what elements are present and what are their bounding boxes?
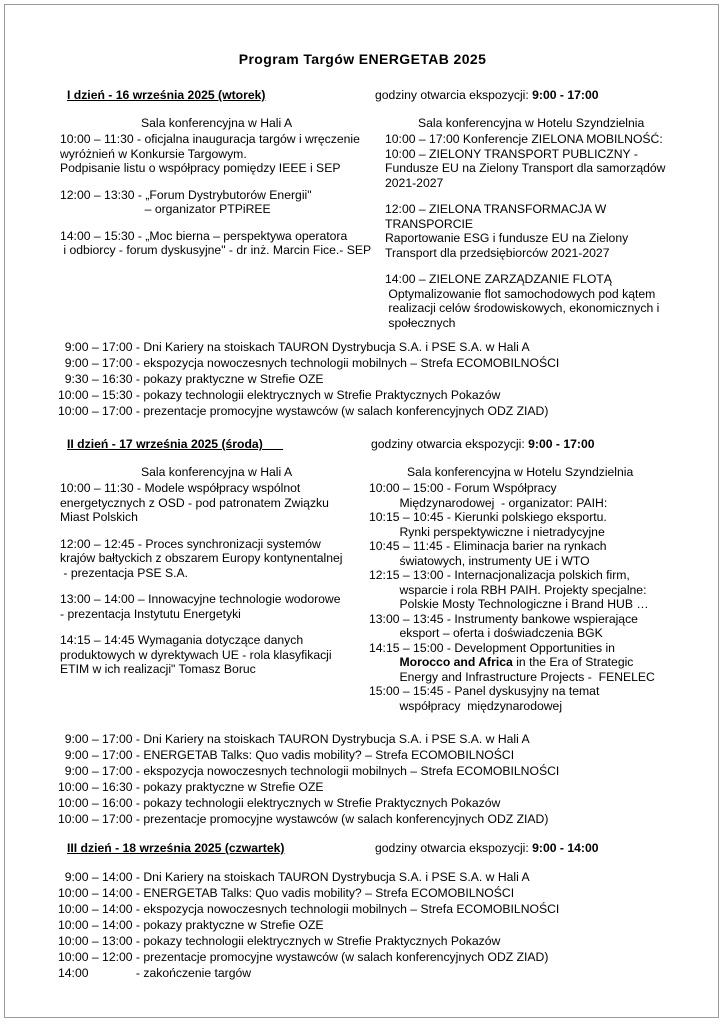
schedule-row: 9:00 – 17:00 - ENERGETAB Talks: Quo vadis mobility? – Strefa ECOMOBILNOŚCI — [58, 748, 515, 762]
session-line: 13:00 – 14:00 – Innowacyjne technologie wodorowe — [60, 592, 341, 606]
day2-left-hall-title: Sala konferencyjna w Hali A — [141, 465, 293, 479]
spacer — [60, 525, 342, 537]
session-line: Transport dla przedsiębiorców 2021-2027 — [385, 245, 610, 260]
session-line: 12:00 – ZIELONA TRANSFORMACJA W — [385, 202, 607, 216]
session-line: 14:15 – 14:45 Wymagania dotyczące danych — [60, 633, 304, 647]
day1-left-hall-title: Sala konferencyjna w Hali A — [141, 116, 293, 130]
schedule-row: 10:00 – 14:00 - pokazy praktyczne w Strefie OZE — [58, 918, 324, 932]
session-line: krajów bałtyckich z obszarem Europy kontynentalnej — [60, 551, 343, 565]
day3-opening-hours — [375, 841, 599, 855]
session-line: produktowych w dyrektywach UE - rola klasyfikacji — [60, 647, 332, 662]
day2-general-schedule — [58, 731, 559, 827]
schedule-row: 10:00 – 13:00 - pokazy technologii elektrycznych w Strefie Praktycznych Pokazów — [58, 934, 501, 948]
schedule-row: 9:00 – 17:00 - Dni Kariery na stoiskach TAURON Dystrybucja S.A. i PSE S.A. w Hali A — [58, 340, 530, 354]
day2-left-sessions — [60, 481, 342, 677]
session-line: Podpisanie listu o współpracy pomiędzy IEEE i SEP — [60, 161, 341, 175]
session-line: światowych, instrumenty UE i WTO — [369, 553, 590, 568]
session-line: społecznych — [385, 315, 456, 330]
session-line: 10:00 – 17:00 Konferencje ZIELONA MOBILNOŚĆ: — [385, 132, 663, 146]
day1-hours-value: 9:00 - 17:00 — [532, 88, 599, 102]
session-line: Międzynarodowej - organizator: PAIH: — [369, 495, 608, 510]
session-line: 12:15 – 13:00 - Internacjonalizacja polskich firm, — [369, 568, 630, 582]
day1-right-hall-title: Sala konferencyjna w Hotelu Szyndzielnia — [418, 116, 645, 130]
session-line: 14:15 – 15:00 - Development Opportunities in — [369, 640, 615, 655]
session-line: 15:00 – 15:45 - Panel dyskusyjny na temat — [369, 684, 600, 698]
session-line: wsparcie i rola RBH PAIH. Projekty specjalne: — [369, 582, 647, 597]
day3-heading: III dzień - 18 września 2025 (czwartek) — [67, 841, 285, 855]
schedule-row: 14:00 - zakończenie targów — [58, 966, 252, 980]
day2-heading: II dzień - 17 września 2025 (środa) — [67, 437, 284, 451]
session-line: 14:00 – ZIELONE ZARZĄDZANIE FLOTĄ — [385, 272, 612, 286]
session-line: 10:00 – ZIELONY TRANSPORT PUBLICZNY - — [385, 146, 638, 161]
session-line: TRANSPORCIE — [385, 216, 474, 231]
day1-hours-label: godziny otwarcia ekspozycji: — [375, 88, 533, 102]
session-line: wyróżnień w Konkursie Targowym. — [60, 146, 247, 161]
spacer — [385, 260, 665, 272]
session-line: – organizator PTPiREE — [60, 202, 271, 216]
day1-left-sessions — [60, 132, 371, 258]
session-line: 10:15 – 10:45 - Kierunki polskiego eksportu. — [369, 510, 607, 524]
day2-right-hall-title: Sala konferencyjna w Hotelu Szyndzielnia — [407, 465, 634, 479]
spacer — [60, 580, 342, 592]
session-line: - prezentacja Instytutu Energetyki — [60, 606, 241, 621]
program-page — [4, 4, 719, 1018]
spacer — [60, 621, 342, 633]
session-line: Optymalizowanie flot samochodowych pod kątem — [385, 286, 656, 301]
day1-heading: I dzień - 16 września 2025 (wtorek) — [67, 88, 266, 102]
session-line: Miast Polskich — [60, 510, 138, 524]
day1-opening-hours — [375, 88, 599, 102]
spacer — [60, 217, 371, 229]
session-line: 10:00 – 11:30 - Modele współpracy wspólnot — [60, 481, 301, 495]
session-line: 10:00 – 15:00 - Forum Współpracy — [369, 481, 557, 495]
day3-hours-label: godziny otwarcia ekspozycji: — [375, 841, 533, 855]
day2-right-sessions — [369, 481, 655, 713]
day2-hours-value: 9:00 - 17:00 — [528, 437, 595, 451]
schedule-row: 9:00 – 17:00 - ekspozycja nowoczesnych technologii mobilnych – Strefa ECOMOBILNOŚCI — [58, 764, 560, 778]
day3-hours-value: 9:00 - 14:00 — [532, 841, 599, 855]
session-line: współpracy międzynarodowej — [369, 698, 563, 713]
schedule-row: 10:00 – 17:00 - prezentacje promocyjne wystawców (w salach konferencyjnych ODZ ZIAD) — [58, 404, 549, 418]
schedule-row: 10:00 – 16:00 - pokazy technologii elektrycznych w Strefie Praktycznych Pokazów — [58, 796, 501, 810]
session-line: - prezentacja PSE S.A. — [60, 565, 189, 580]
session-line: ETIM w ich realizacji" Tomasz Boruc — [60, 662, 256, 676]
spacer — [385, 190, 665, 202]
session-line: 12:00 – 12:45 - Proces synchronizacji systemów — [60, 536, 321, 551]
spacer — [60, 176, 371, 188]
day2-opening-hours — [371, 437, 595, 451]
session-line: Energy and Infrastructure Projects - FENELEC — [369, 669, 655, 684]
session-line: 14:00 – 15:30 - „Moc bierna – perspektywa operatora — [60, 228, 348, 243]
session-line: eksport – oferta i doświadczenia BGK — [369, 626, 603, 640]
session-line: 10:00 – 11:30 - oficjalna inauguracja targów i wręczenie — [60, 132, 360, 146]
schedule-row: 9:30 – 16:30 - pokazy praktyczne w Strefie OZE — [58, 372, 324, 386]
session-line: 13:00 – 13:45 - Instrumenty bankowe wspierające — [369, 611, 638, 626]
day3-general-schedule — [58, 869, 559, 981]
session-line: 12:00 – 13:30 - „Forum Dystrybutorów Energii" — [60, 187, 312, 202]
session-line: Polskie Mosty Technologiczne i Brand HUB … — [369, 597, 649, 611]
session-line: 2021-2027 — [385, 175, 444, 190]
schedule-row: 10:00 – 16:30 - pokazy praktyczne w Strefie OZE — [58, 780, 324, 794]
schedule-row: 9:00 – 17:00 - Dni Kariery na stoiskach TAURON Dystrybucja S.A. i PSE S.A. w Hali A — [58, 732, 530, 746]
schedule-row: 9:00 – 14:00 - Dni Kariery na stoiskach TAURON Dystrybucja S.A. i PSE S.A. w Hali A — [58, 870, 530, 884]
session-line: Rynki perspektywiczne i nietradycyjne — [369, 524, 605, 539]
schedule-row: 10:00 – 15:30 - pokazy technologii elektrycznych w Strefie Praktycznych Pokazów — [58, 388, 501, 402]
schedule-row: 10:00 – 14:00 - ENERGETAB Talks: Quo vadis mobility? – Strefa ECOMOBILNOŚCI — [58, 886, 515, 900]
day1-right-sessions — [385, 132, 665, 330]
session-line: energetycznych z OSD - pod patronatem Związku — [60, 495, 329, 510]
session-line: 10:45 – 11:45 - Eliminacja barier na rynkach — [369, 539, 607, 553]
schedule-row: 10:00 – 12:00 - prezentacje promocyjne wystawców (w salach konferencyjnych ODZ ZIAD) — [58, 950, 549, 964]
session-line: Raportowanie ESG i fundusze EU na Zielony — [385, 231, 629, 245]
schedule-row: 10:00 – 17:00 - prezentacje promocyjne wystawców (w salach konferencyjnych ODZ ZIAD) — [58, 812, 549, 826]
session-line: Fundusze EU na Zielony Transport dla samorządów — [385, 161, 666, 175]
schedule-row: 9:00 – 17:00 - ekspozycja nowoczesnych technologii mobilnych – Strefa ECOMOBILNOŚCI — [58, 356, 560, 370]
schedule-row: 10:00 – 14:00 - ekspozycja nowoczesnych technologii mobilnych – Strefa ECOMOBILNOŚCI — [58, 902, 560, 916]
day2-hours-label: godziny otwarcia ekspozycji: — [371, 437, 529, 451]
session-line: i odbiorcy - forum dyskusyjne" - dr inż. Marcin Fice.- SEP — [60, 243, 372, 257]
page-title: Program Targów ENERGETAB 2025 — [238, 51, 487, 67]
day1-general-schedule — [58, 339, 559, 419]
session-line: Morocco and Africa in the Era of Strategic — [399, 655, 634, 669]
session-line: realizacji celów środowiskowych, ekonomicznych i — [385, 301, 660, 315]
